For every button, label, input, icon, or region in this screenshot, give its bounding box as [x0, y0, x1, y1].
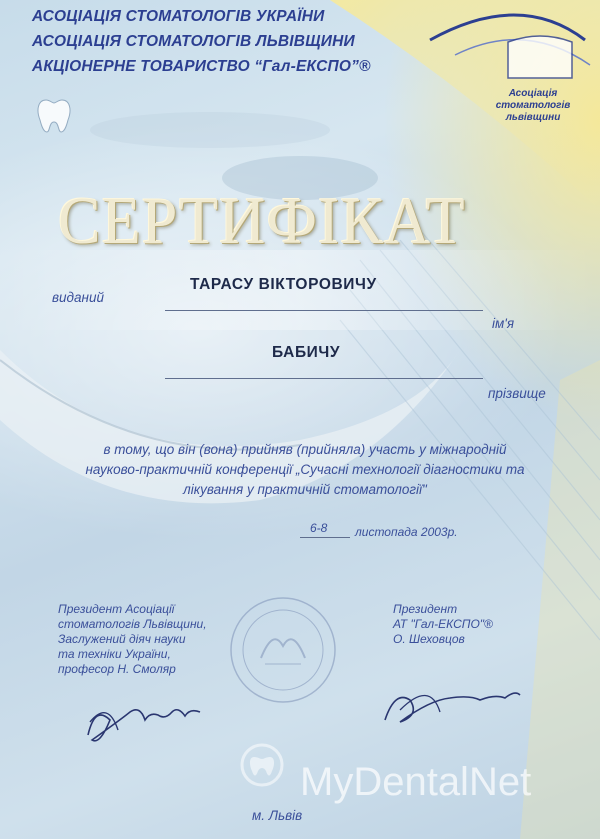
surname-value: БАБИЧУ [272, 344, 341, 361]
org-line-2: АСОЦІАЦІЯ СТОМАТОЛОГІВ ЛЬВІВЩИНИ [32, 33, 355, 50]
watermark-text: MyDentalNet [300, 760, 532, 804]
surname-line [165, 378, 483, 379]
signatory-right [393, 602, 493, 647]
signatory-left [58, 602, 207, 677]
signatory-left-line-2: стоматологів Львівщини, [58, 617, 207, 631]
signatory-right-line-3: О. Шеховцов [393, 632, 465, 646]
certificate-body [40, 440, 570, 500]
body-line-1: в тому, що він (вона) прийняв (прийняла) участь у міжнародній [103, 442, 507, 457]
certificate-title: СЕРТИФІКАТ [58, 183, 466, 258]
logo-line-1: Асоціація [508, 88, 558, 99]
logo-line-2: стоматологів [495, 100, 571, 111]
signatory-right-line-1: Президент [393, 602, 458, 616]
signatory-left-line-4: та техніки України, [58, 647, 171, 661]
first-name-value: ТАРАСУ ВІКТОРОВИЧУ [190, 276, 377, 293]
date-days: 6-8 [310, 521, 328, 535]
first-name-label: ім'я [492, 316, 515, 331]
logo-line-3: львівщини [505, 112, 561, 123]
dental-tooth-icon [38, 100, 70, 132]
body-line-2: науково-практичній конференції „Сучасні технології діагностики та [85, 462, 525, 477]
issued-label: виданий [52, 290, 104, 305]
stamp-seal [231, 598, 335, 702]
org-line-3: АКЦІОНЕРНЕ ТОВАРИСТВО “Гал-ЕКСПО”® [32, 58, 371, 75]
signature-left [88, 710, 200, 741]
association-logo-text [478, 88, 588, 124]
surname-label: прізвище [488, 386, 546, 401]
signature-right [385, 693, 520, 722]
signatory-left-line-1: Президент Асоціації [58, 602, 175, 616]
signatory-left-line-5: професор Н. Смоляр [58, 662, 176, 676]
first-name-line [165, 310, 483, 311]
watermark-tooth-icon [242, 745, 282, 785]
org-line-1: АСОЦІАЦІЯ СТОМАТОЛОГІВ УКРАЇНИ [32, 8, 325, 25]
body-line-3: лікування у практичній стоматології" [183, 482, 427, 497]
signatory-left-line-3: Заслужений діяч науки [58, 632, 186, 646]
date-line [300, 537, 350, 538]
date-rest: листопада 2003р. [355, 525, 458, 539]
signatory-right-line-2: АТ "Гал-ЕКСПО"® [393, 617, 493, 631]
city-label: м. Львів [252, 808, 303, 823]
